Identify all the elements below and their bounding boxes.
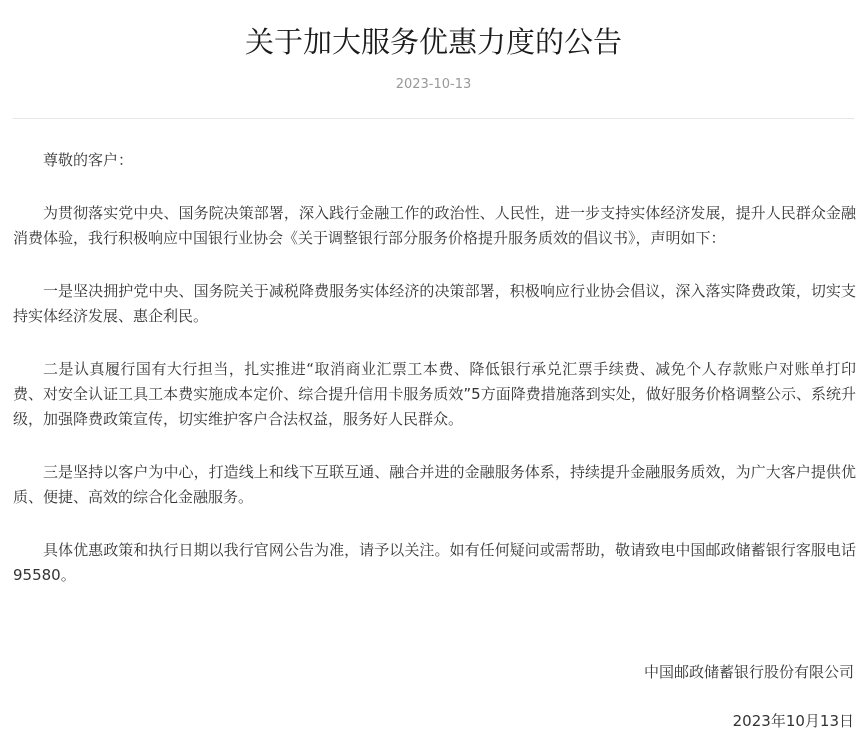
salutation: 尊敬的客户：	[43, 151, 134, 169]
paragraph-first-point: 一是坚决拥护党中央、国务院关于减税降费服务实体经济的决策部署，积极响应行业协会倡议，深入落实降费政策，切实支持实体经济发展、惠企利民。	[13, 282, 856, 325]
paragraph-second-point: 二是认真履行国有大行担当，扎实推进“取消商业汇票工本费、降低银行承兑汇票手续费、减免个人存款账户对账单打印费、对安全认证工具工本费实施成本定价、综合提升信用卡服务质效”5方面降费措施落到实处，做好服务价格调整公示、系统升级，加强降费政策宣传，切实维护客户合法权益，服务好人民群众。	[13, 360, 856, 428]
notice-body	[13, 148, 856, 616]
paragraph-intro: 为贯彻落实党中央、国务院决策部署，深入践行金融工作的政治性、人民性，进一步支持实体经济发展，提升人民群众金融消费体验，我行积极响应中国银行业协会《关于调整银行部分服务价格提升服务质效的倡议书》，声明如下：	[13, 204, 856, 247]
paragraph-contact: 具体优惠政策和执行日期以我行官网公告为准，请予以关注。如有任何疑问或需帮助，敬请致电中国邮政储蓄银行客服电话95580。	[13, 541, 856, 584]
publish-date: 2023-10-13	[395, 77, 472, 92]
signature-date: 2023年10月13日	[732, 712, 854, 730]
header-divider	[13, 118, 854, 119]
page-title: 关于加大服务优惠力度的公告	[244, 25, 622, 59]
issuer-signature: 中国邮政储蓄银行股份有限公司	[643, 663, 854, 681]
paragraph-third-point: 三是坚持以客户为中心，打造线上和线下互联互通、融合并进的金融服务体系，持续提升金融服务质效，为广大客户提供优质、便捷、高效的综合化金融服务。	[13, 463, 856, 506]
